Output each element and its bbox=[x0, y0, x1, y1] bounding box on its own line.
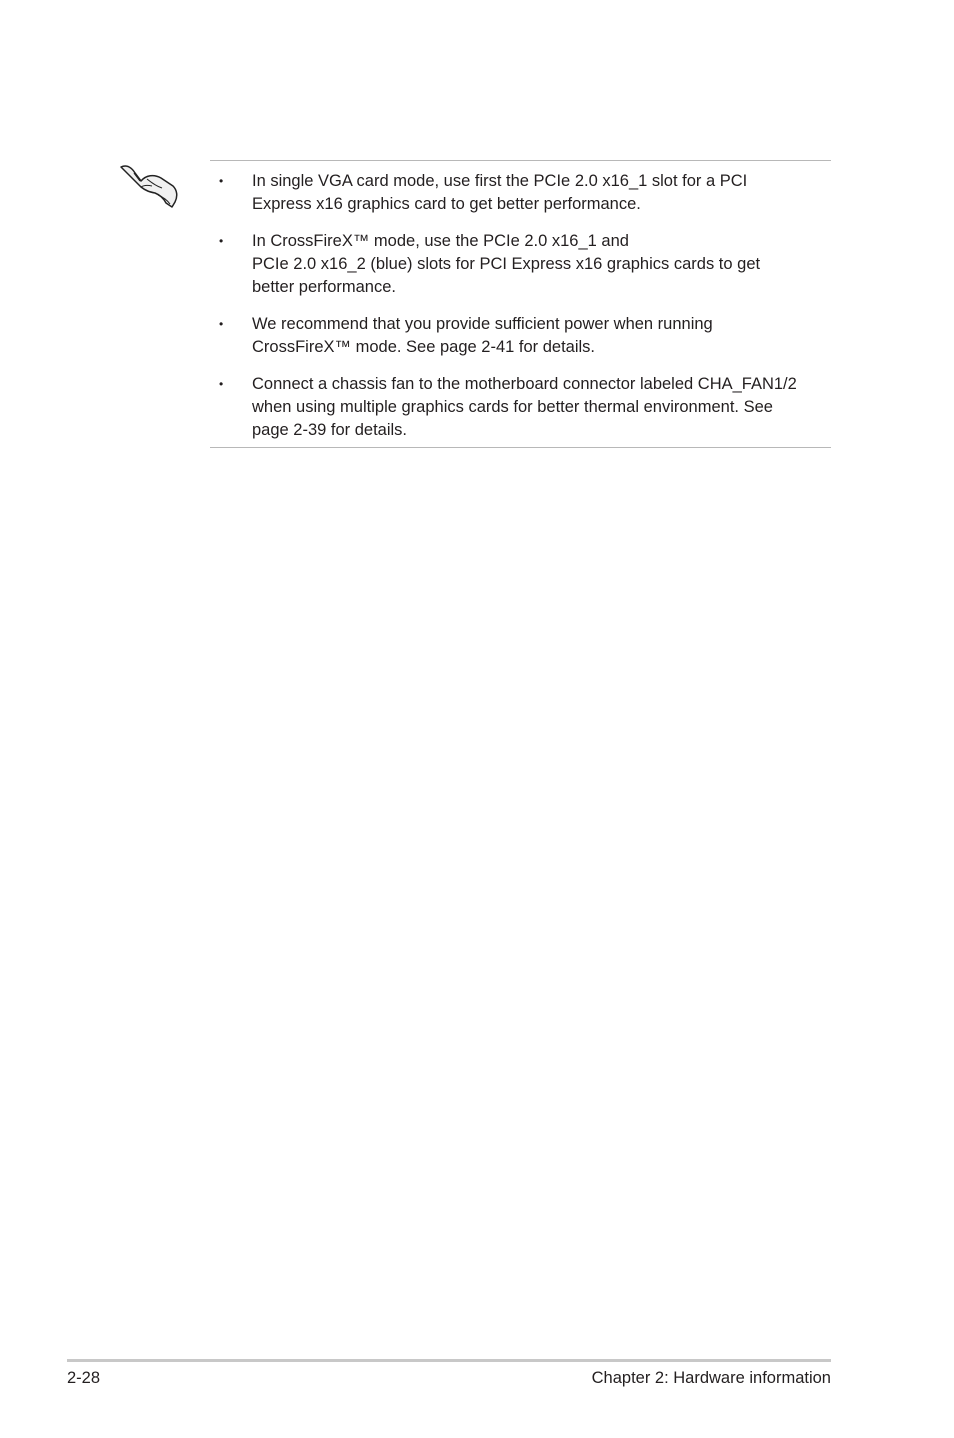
note-line: In single VGA card mode, use first the PCIe 2.0 x16_1 slot for a PCI bbox=[252, 172, 748, 190]
note-line: PCIe 2.0 x16_2 (blue) slots for PCI Express x16 graphics cards to get bbox=[252, 255, 761, 273]
note-line: In CrossFireX™ mode, use the PCIe 2.0 x16_1 and bbox=[252, 232, 629, 250]
note-line: Express x16 graphics card to get better performance. bbox=[252, 195, 641, 213]
note-line: We recommend that you provide sufficient power when running bbox=[252, 315, 713, 333]
note-line: better performance. bbox=[252, 278, 396, 296]
bullet-icon: • bbox=[219, 234, 224, 248]
page-number: 2-28 bbox=[67, 1369, 101, 1387]
footer-divider bbox=[67, 1359, 831, 1362]
note-item bbox=[210, 170, 831, 216]
bullet-icon: • bbox=[219, 174, 224, 188]
note-line: Connect a chassis fan to the motherboard connector labeled CHA_FAN1/2 bbox=[252, 375, 797, 393]
chapter-title: Chapter 2: Hardware information bbox=[591, 1369, 831, 1387]
bullet-icon: • bbox=[219, 377, 224, 391]
note-line: CrossFireX™ mode. See page 2-41 for details. bbox=[252, 338, 595, 356]
note-box bbox=[210, 160, 831, 448]
note-line: page 2-39 for details. bbox=[252, 421, 408, 439]
note-item bbox=[210, 313, 831, 359]
note-item bbox=[210, 373, 831, 442]
note-item bbox=[210, 230, 831, 299]
bullet-icon: • bbox=[219, 317, 224, 331]
hand-note-icon bbox=[117, 160, 181, 210]
note-list bbox=[210, 170, 831, 456]
note-line: when using multiple graphics cards for better thermal environment. See bbox=[252, 398, 773, 416]
